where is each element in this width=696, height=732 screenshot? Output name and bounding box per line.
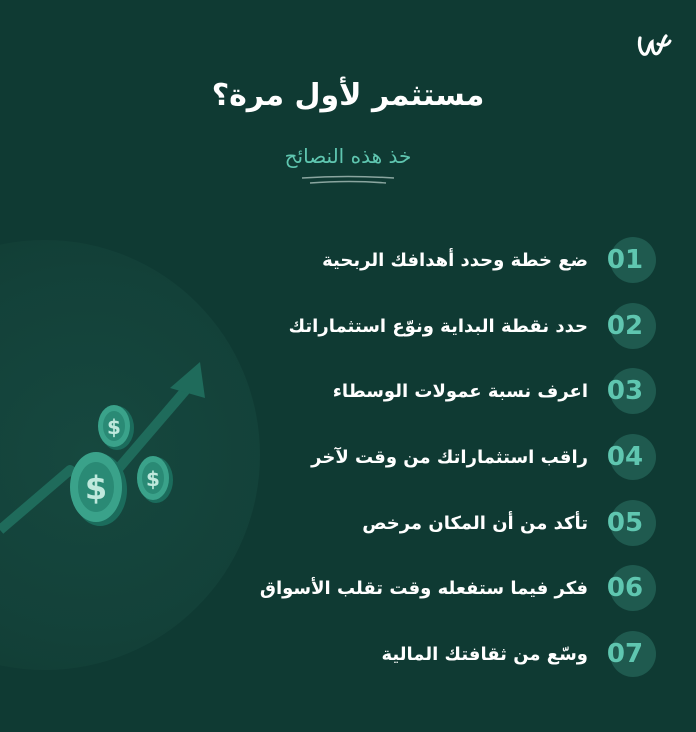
tip-item-1 — [322, 237, 656, 283]
tip-text: راقب استثماراتك من وقت لآخر — [311, 446, 588, 468]
coin-top — [98, 405, 134, 450]
growth-illustration — [0, 350, 240, 550]
tip-number-badge — [602, 500, 656, 546]
tip-text: ضع خطة وحدد أهدافك الربحية — [322, 249, 588, 271]
tip-text: وسّع من ثقافتك المالية — [381, 643, 588, 665]
tip-text: حدد نقطة البداية ونوّع استثماراتك — [288, 315, 588, 337]
tip-number: 05 — [606, 508, 644, 538]
tip-number-badge — [602, 368, 656, 414]
tip-number-badge — [602, 237, 656, 283]
tip-number-badge — [602, 565, 656, 611]
subtitle-underline — [300, 174, 396, 186]
page-subtitle: خذ هذه النصائح — [284, 144, 412, 168]
tip-number: 03 — [606, 376, 644, 406]
tip-number: 07 — [606, 639, 644, 669]
tip-number: 02 — [606, 311, 644, 341]
tip-number-badge — [602, 631, 656, 677]
svg-text:$: $ — [84, 469, 108, 507]
tip-item-4 — [311, 434, 656, 480]
tip-item-2 — [289, 303, 656, 349]
tip-item-6 — [260, 565, 656, 611]
tip-number: 04 — [606, 442, 644, 472]
tip-text: فكر فيما ستفعله وقت تقلب الأسواق — [259, 577, 588, 599]
tip-text: تأكد من أن المكان مرخص — [362, 512, 588, 534]
tip-item-7 — [382, 631, 656, 677]
brand-logo-icon — [634, 26, 674, 66]
tip-number: 06 — [606, 573, 644, 603]
svg-text:$: $ — [107, 415, 121, 439]
tip-number-badge — [602, 303, 656, 349]
page-title: مستثمر لأول مرة؟ — [211, 78, 485, 113]
tip-text: اعرف نسبة عمولات الوسطاء — [332, 380, 588, 402]
coin-right — [137, 456, 173, 503]
trend-arrow-head — [170, 362, 205, 398]
svg-text:$: $ — [146, 467, 160, 491]
tip-number: 01 — [606, 245, 644, 275]
tip-number-badge — [602, 434, 656, 480]
tip-item-3 — [333, 368, 656, 414]
tip-item-5 — [362, 500, 656, 546]
